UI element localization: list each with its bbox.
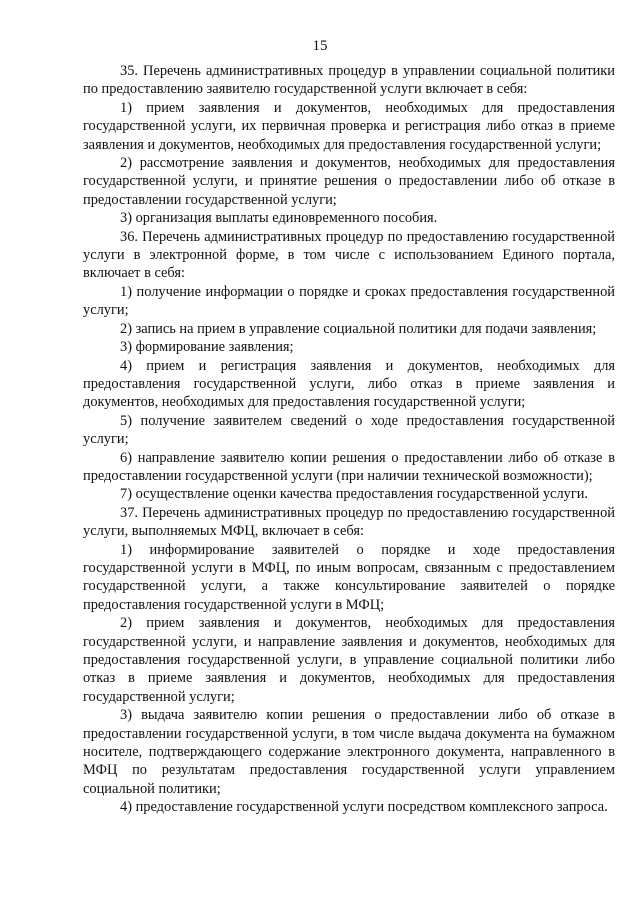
paragraph-37-item-3: 3) выдача заявителю копии решения о предоставлении либо об отказе в предоставлении государственной услуги, в том числе выдача документа на бумажном носителе, подтверждающего содержание электронного документа, направленного в МФЦ по результатам предоставления государственной услуги управлением социальной политики; bbox=[83, 707, 615, 797]
paragraph-37-intro: 37. Перечень административных процедур по предоставлению государственной услуги, выполняемых МФЦ, включает в себя: bbox=[83, 504, 615, 540]
paragraph-37-item-1: 1) информирование заявителей о порядке и ходе предоставления государственной услуги в МФЦ, по иным вопросам, связанным с предоставлением государственной услуги, а также консультирование заявителей о порядке предоставления государственной услуги в МФЦ; bbox=[83, 541, 615, 613]
document-body bbox=[83, 62, 615, 817]
paragraph-36-item-2: 2) запись на прием в управление социальной политики для подачи заявления; bbox=[120, 320, 597, 337]
paragraph-36-item-3: 3) формирование заявления; bbox=[120, 339, 294, 356]
paragraph-37-item-4: 4) предоставление государственной услуги посредством комплексного запроса. bbox=[120, 799, 608, 816]
paragraph-36-item-5: 5) получение заявителем сведений о ходе предоставления государственной услуги; bbox=[83, 412, 615, 448]
paragraph-35-item-2: 2) рассмотрение заявления и документов, необходимых для предоставления государственной услуги, и принятие решения о предоставлении либо об отказе в предоставлении государственной услуги; bbox=[83, 155, 615, 208]
paragraph-35-item-1: 1) прием заявления и документов, необходимых для предоставления государственной услуги, их первичная проверка и регистрация либо отказ в приеме заявления и документов, необходимых для предоставления государственной услуги; bbox=[83, 99, 615, 153]
paragraph-35-item-3: 3) организация выплаты единовременного пособия. bbox=[120, 210, 438, 227]
paragraph-35-intro: 35. Перечень административных процедур в управлении социальной политики по предоставлению заявителю государственной услуги включает в себя: bbox=[83, 63, 615, 98]
paragraph-36-item-4: 4) прием и регистрация заявления и документов, необходимых для предоставления государственной услуги, либо отказ в приеме заявления и документов, необходимых для предоставления государственной услуги; bbox=[83, 357, 615, 411]
paragraph-37-item-2: 2) прием заявления и документов, необходимых для предоставления государственной услуги, и направление заявления и документов, необходимых для предоставления государственной услуги, в управление социальной политики либо отказ в приеме заявления и документов, необходимых для предоставления государственной услуги; bbox=[83, 615, 615, 705]
page-number: 15 bbox=[312, 38, 328, 54]
paragraph-36-item-7: 7) осуществление оценки качества предоставления государственной услуги. bbox=[120, 486, 589, 503]
paragraph-36-item-6: 6) направление заявителю копии решения о предоставлении либо об отказе в предоставлении государственной услуги (при наличии технической возможности); bbox=[83, 449, 615, 484]
paragraph-36-item-1: 1) получение информации о порядке и сроках предоставления государственной услуги; bbox=[83, 283, 615, 319]
paragraph-36-intro: 36. Перечень административных процедур по предоставлению государственной услуги в электронной форме, в том числе с использованием Единого портала, включает в себя: bbox=[83, 228, 615, 282]
